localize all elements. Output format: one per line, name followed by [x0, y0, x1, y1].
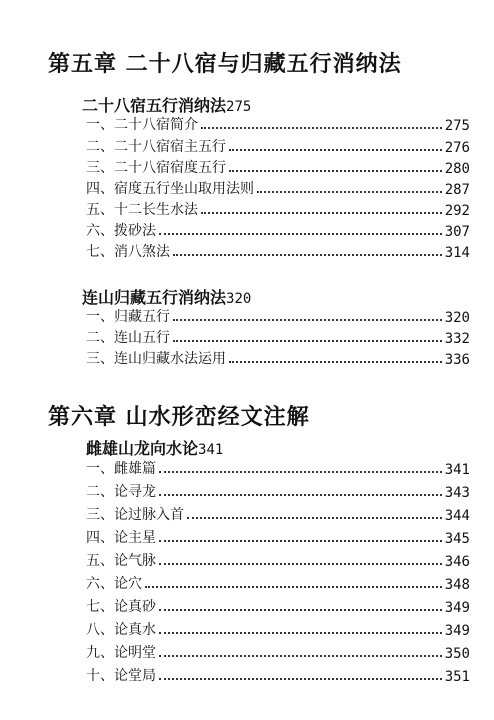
section-page: 341 [198, 442, 224, 458]
entry-label: 三、连山归藏水法运用 [86, 351, 226, 367]
entry-label: 二、论寻龙 [86, 484, 156, 500]
entry-label: 八、论真水 [86, 622, 156, 638]
toc-entry [86, 642, 470, 662]
entry-label: 七、论真砂 [86, 599, 156, 615]
toc-entry [86, 220, 470, 240]
dot-leader [229, 170, 442, 172]
dot-leader [145, 586, 442, 588]
toc-entry [86, 348, 470, 368]
toc-entry [86, 527, 470, 547]
entry-page: 276 [444, 140, 470, 156]
dot-leader [173, 254, 442, 256]
toc-entry [86, 458, 470, 478]
entry-page: 280 [444, 161, 470, 177]
toc-entry [86, 306, 470, 326]
entry-page: 345 [444, 531, 470, 547]
entry-page: 292 [444, 203, 470, 219]
dot-leader [159, 655, 442, 657]
toc-entry [86, 665, 470, 685]
section-page: 275 [226, 99, 252, 115]
dot-leader [229, 149, 442, 151]
entry-label: 三、二十八宿宿度五行 [86, 160, 226, 176]
entry-label: 一、归藏五行 [86, 309, 170, 325]
entry-label: 二、连山五行 [86, 330, 170, 346]
entry-label: 一、二十八宿简介 [86, 117, 198, 133]
entry-label: 十、论堂局 [86, 668, 156, 684]
entry-label: 四、论主星 [86, 530, 156, 546]
entry-page: 332 [444, 331, 470, 347]
section-page: 320 [226, 291, 252, 307]
section-title [86, 436, 223, 459]
section-title-text: 连山归藏五行消纳法 [82, 288, 227, 307]
toc-entry [86, 327, 470, 347]
toc-entry [86, 481, 470, 501]
dot-leader [159, 563, 442, 565]
toc-entry [86, 596, 470, 616]
dot-leader [173, 340, 442, 342]
entry-page: 346 [444, 554, 470, 570]
section-title-text: 二十八宿五行消纳法 [82, 96, 227, 115]
entry-label: 六、论穴 [86, 576, 142, 592]
section-title [82, 285, 251, 308]
entry-label: 九、论明堂 [86, 645, 156, 661]
toc-entry [86, 619, 470, 639]
entry-label: 五、十二长生水法 [86, 202, 198, 218]
toc-entry [86, 550, 470, 570]
dot-leader [257, 191, 442, 193]
toc-entry [86, 199, 470, 219]
dot-leader [173, 319, 442, 321]
entry-page: 348 [444, 577, 470, 593]
entry-page: 314 [444, 245, 470, 261]
section-title-text: 雌雄山龙向水论 [86, 439, 199, 458]
toc-entry [86, 241, 470, 261]
chapter-title: 第六章 山水形峦经文注解 [48, 405, 310, 430]
entry-page: 320 [444, 310, 470, 326]
dot-leader [159, 609, 442, 611]
section-title [82, 93, 251, 116]
toc-entry [86, 136, 470, 156]
toc-entry [86, 157, 470, 177]
dot-leader [159, 471, 442, 473]
entry-label: 二、二十八宿宿主五行 [86, 139, 226, 155]
entry-page: 343 [444, 485, 470, 501]
entry-page: 307 [444, 224, 470, 240]
entry-page: 349 [444, 623, 470, 639]
dot-leader [187, 517, 442, 519]
dot-leader [159, 540, 442, 542]
dot-leader [201, 212, 442, 214]
entry-page: 275 [444, 118, 470, 134]
entry-label: 四、宿度五行坐山取用法则 [86, 181, 254, 197]
toc-entry [86, 114, 470, 134]
entry-page: 341 [444, 462, 470, 478]
entry-page: 351 [444, 669, 470, 685]
toc-entry [86, 504, 470, 524]
entry-page: 344 [444, 508, 470, 524]
dot-leader [159, 233, 442, 235]
dot-leader [159, 632, 442, 634]
entry-label: 七、消八煞法 [86, 244, 170, 260]
entry-page: 287 [444, 182, 470, 198]
entry-label: 六、拨砂法 [86, 223, 156, 239]
dot-leader [159, 678, 442, 680]
toc-entry [86, 178, 470, 198]
entry-page: 350 [444, 646, 470, 662]
entry-page: 336 [444, 352, 470, 368]
entry-label: 三、论过脉入首 [86, 507, 184, 523]
dot-leader [201, 127, 442, 129]
entry-label: 一、雌雄篇 [86, 461, 156, 477]
toc-entry [86, 573, 470, 593]
dot-leader [229, 361, 442, 363]
entry-label: 五、论气脉 [86, 553, 156, 569]
entry-page: 349 [444, 600, 470, 616]
chapter-title: 第五章 二十八宿与归藏五行消纳法 [48, 52, 402, 77]
dot-leader [159, 494, 442, 496]
